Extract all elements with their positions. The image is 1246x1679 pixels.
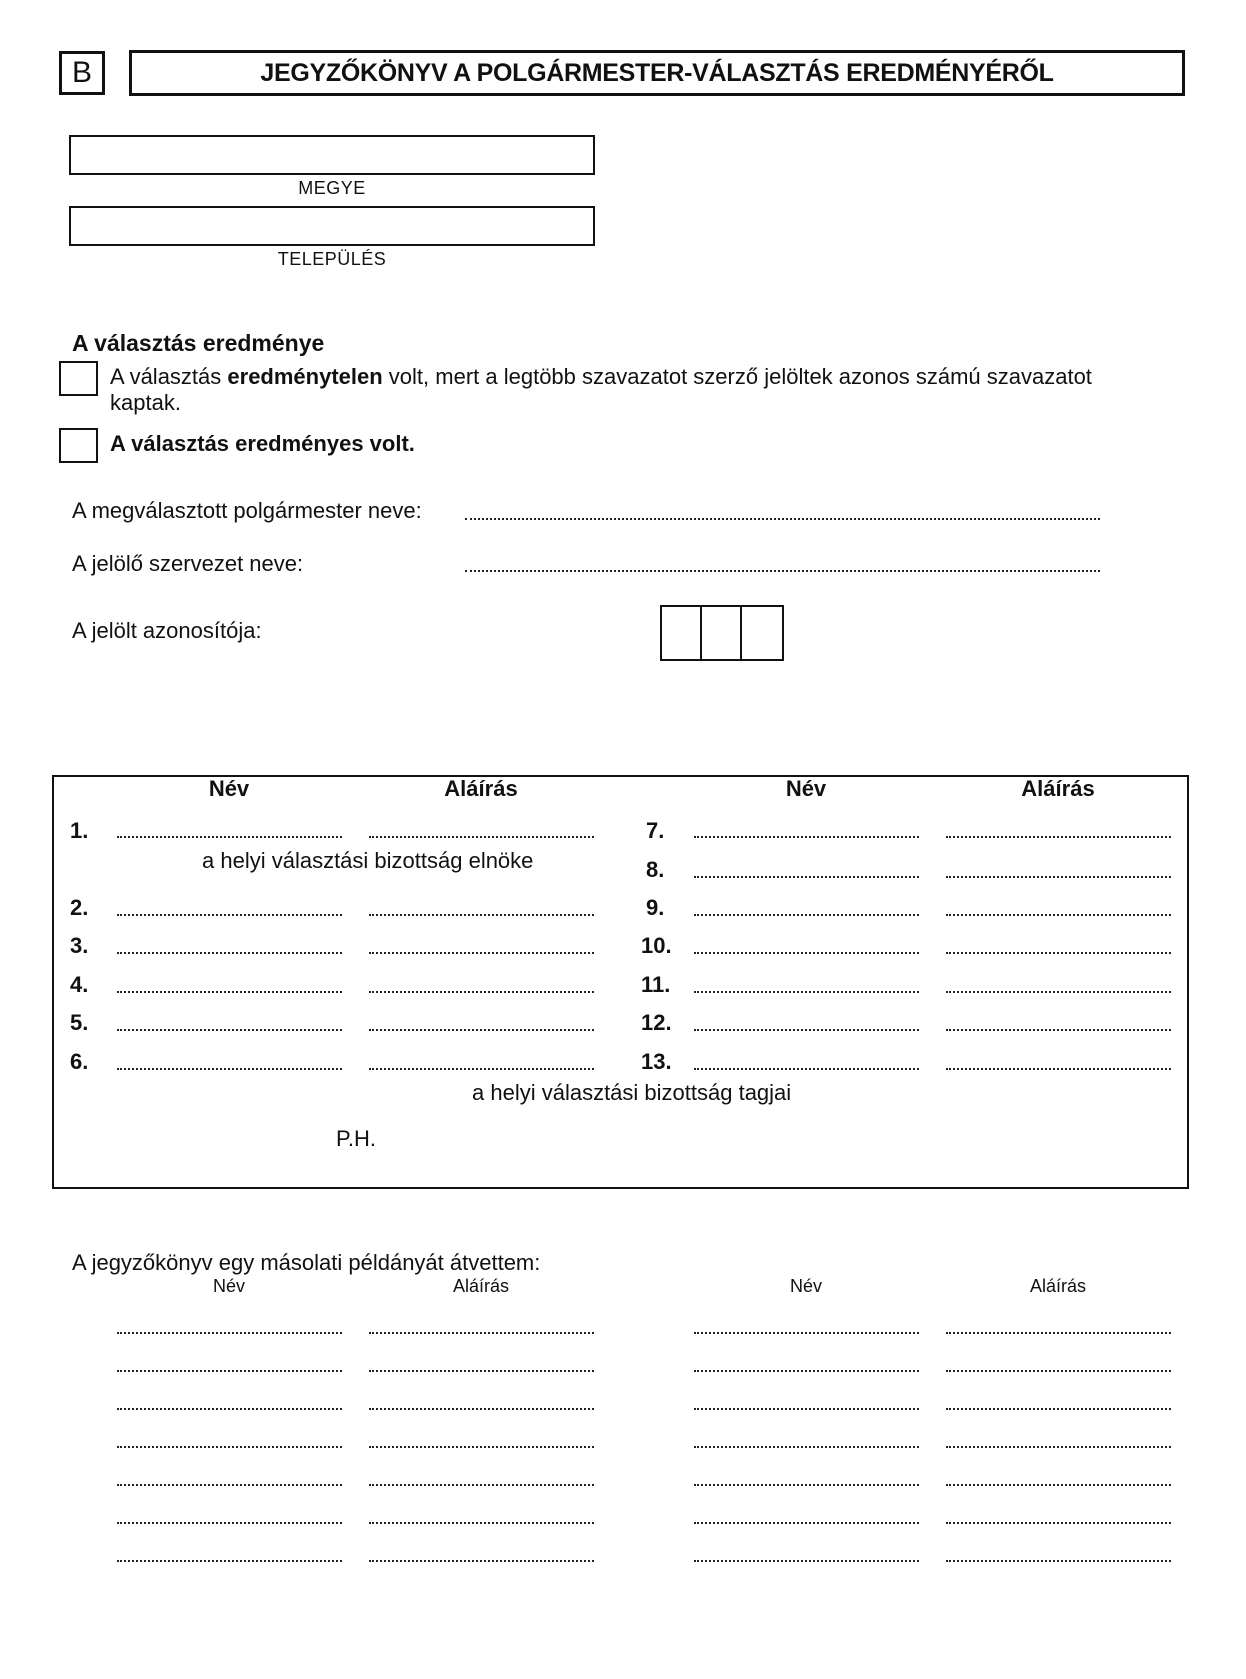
copy-signature-line[interactable] — [946, 1408, 1171, 1410]
committee-name-line[interactable] — [117, 836, 342, 838]
copy-receipt-heading: A jegyzőkönyv egy másolati példányát átvettem: — [72, 1250, 541, 1275]
committee-row-number: 9. — [646, 895, 665, 920]
committee-left-name-header: Név — [208, 776, 250, 801]
committee-name-line[interactable] — [694, 914, 919, 916]
candidate-id-digit-2[interactable] — [702, 607, 742, 659]
committee-signature-line[interactable] — [946, 1029, 1171, 1031]
copy-signature-line[interactable] — [946, 1332, 1171, 1334]
copy-name-line[interactable] — [694, 1446, 919, 1448]
committee-signature-line[interactable] — [369, 836, 594, 838]
copy-name-line[interactable] — [694, 1560, 919, 1562]
copy-signature-line[interactable] — [946, 1484, 1171, 1486]
copy-signature-line[interactable] — [946, 1522, 1171, 1524]
copy-right-signature-header: Aláírás — [1029, 1276, 1087, 1296]
nominating-org-label: A jelölő szervezet neve: — [72, 551, 304, 576]
copy-signature-line[interactable] — [369, 1408, 594, 1410]
committee-row-number: 10. — [641, 933, 672, 958]
form-letter-badge: B — [59, 51, 105, 95]
mayor-name-field[interactable] — [465, 518, 1100, 520]
settlement-field[interactable] — [69, 206, 595, 246]
committee-signature-line[interactable] — [369, 991, 594, 993]
committee-name-line[interactable] — [694, 991, 919, 993]
committee-row-number: 2. — [70, 895, 89, 920]
candidate-id-digit-1[interactable] — [662, 607, 702, 659]
copy-name-line[interactable] — [694, 1522, 919, 1524]
copy-signature-line[interactable] — [369, 1522, 594, 1524]
copy-left-name-header: Név — [212, 1276, 245, 1296]
committee-signature-line[interactable] — [946, 991, 1171, 993]
candidate-id-boxes — [660, 605, 784, 661]
committee-row-number: 3. — [70, 933, 89, 958]
committee-row-number: 11. — [641, 972, 671, 997]
copy-left-signature-header: Aláírás — [452, 1276, 510, 1296]
stamp-placeholder: P.H. — [336, 1126, 376, 1151]
copy-signature-line[interactable] — [369, 1484, 594, 1486]
nominating-org-field[interactable] — [465, 570, 1100, 572]
committee-signature-line[interactable] — [369, 1068, 594, 1070]
committee-name-line[interactable] — [117, 914, 342, 916]
committee-row-number: 7. — [646, 818, 665, 843]
copy-name-line[interactable] — [117, 1560, 342, 1562]
invalid-result-checkbox[interactable] — [59, 361, 98, 396]
candidate-id-label: A jelölt azonosítója: — [72, 618, 262, 643]
committee-signature-line[interactable] — [369, 1029, 594, 1031]
copy-name-line[interactable] — [117, 1408, 342, 1410]
members-caption: a helyi választási bizottság tagjai — [472, 1080, 792, 1105]
valid-result-checkbox[interactable] — [59, 428, 98, 463]
committee-name-line[interactable] — [694, 952, 919, 954]
copy-name-line[interactable] — [694, 1332, 919, 1334]
valid-result-text: A választás eredményes volt. — [110, 431, 415, 456]
document-title: JEGYZŐKÖNYV A POLGÁRMESTER-VÁLASZTÁS EREDMÉNYÉRŐL — [129, 50, 1185, 96]
result-heading: A választás eredménye — [72, 330, 325, 356]
committee-right-signature-header: Aláírás — [1021, 776, 1095, 801]
committee-row-number: 1. — [70, 818, 89, 843]
committee-row-number: 8. — [646, 857, 665, 882]
committee-name-line[interactable] — [117, 952, 342, 954]
copy-signature-line[interactable] — [946, 1370, 1171, 1372]
committee-name-line[interactable] — [117, 991, 342, 993]
committee-row-number: 6. — [70, 1049, 89, 1074]
committee-signature-line[interactable] — [946, 876, 1171, 878]
copy-name-line[interactable] — [694, 1370, 919, 1372]
committee-signature-line[interactable] — [946, 914, 1171, 916]
committee-left-signature-header: Aláírás — [444, 776, 518, 801]
copy-signature-line[interactable] — [369, 1446, 594, 1448]
copy-right-name-header: Név — [789, 1276, 822, 1296]
committee-name-line[interactable] — [117, 1068, 342, 1070]
committee-signature-line[interactable] — [946, 952, 1171, 954]
committee-right-name-header: Név — [785, 776, 827, 801]
committee-row-number: 4. — [70, 972, 89, 997]
copy-name-line[interactable] — [117, 1484, 342, 1486]
settlement-label: TELEPÜLÉS — [277, 249, 387, 269]
candidate-id-digit-3[interactable] — [742, 607, 782, 659]
committee-signature-line[interactable] — [369, 914, 594, 916]
copy-signature-line[interactable] — [369, 1332, 594, 1334]
copy-signature-line[interactable] — [946, 1446, 1171, 1448]
copy-signature-line[interactable] — [369, 1560, 594, 1562]
committee-row-number: 13. — [641, 1049, 672, 1074]
copy-name-line[interactable] — [694, 1408, 919, 1410]
committee-signature-line[interactable] — [946, 836, 1171, 838]
committee-row-number: 12. — [641, 1010, 672, 1035]
committee-name-line[interactable] — [694, 836, 919, 838]
committee-name-line[interactable] — [694, 876, 919, 878]
county-label: MEGYE — [298, 178, 366, 198]
committee-name-line[interactable] — [694, 1068, 919, 1070]
committee-signature-line[interactable] — [369, 952, 594, 954]
copy-name-line[interactable] — [117, 1446, 342, 1448]
copy-name-line[interactable] — [117, 1370, 342, 1372]
copy-signature-line[interactable] — [369, 1370, 594, 1372]
copy-signature-line[interactable] — [946, 1560, 1171, 1562]
committee-signature-line[interactable] — [946, 1068, 1171, 1070]
committee-name-line[interactable] — [117, 1029, 342, 1031]
committee-row-number: 5. — [70, 1010, 89, 1035]
county-field[interactable] — [69, 135, 595, 175]
chair-caption: a helyi választási bizottság elnöke — [202, 848, 534, 873]
copy-name-line[interactable] — [117, 1332, 342, 1334]
committee-name-line[interactable] — [694, 1029, 919, 1031]
invalid-result-text: A választás eredménytelen volt, mert a legtöbb szavazatot szerző jelöltek azonos számú szavazatot kaptak. — [110, 364, 1092, 415]
copy-name-line[interactable] — [117, 1522, 342, 1524]
copy-name-line[interactable] — [694, 1484, 919, 1486]
mayor-name-label: A megválasztott polgármester neve: — [72, 498, 422, 523]
